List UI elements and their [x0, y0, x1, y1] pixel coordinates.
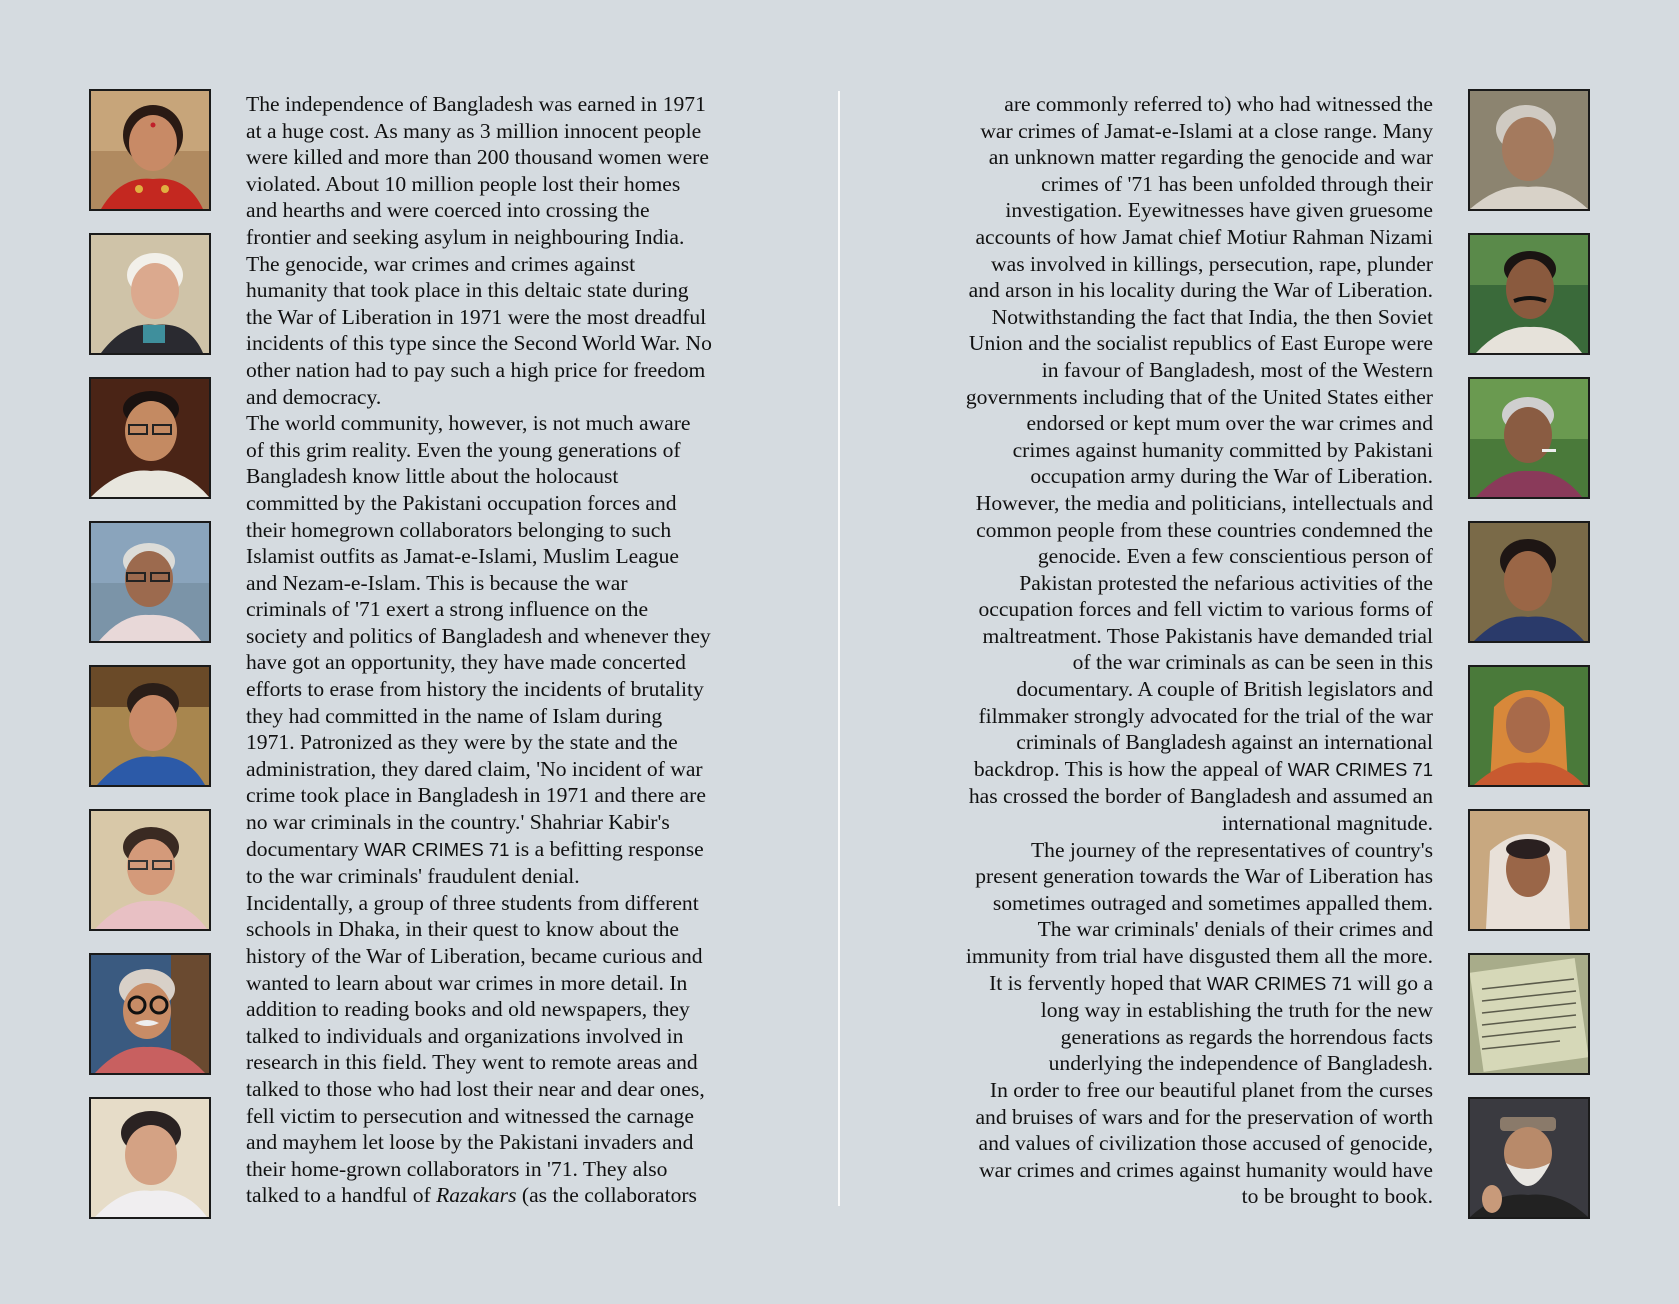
text-line: occupation army during the War of Liberation.: [1030, 464, 1433, 489]
text-line: wanted to learn about war crimes in more detail. In: [246, 970, 688, 995]
text-line: their home-grown collaborators in '71. They also: [246, 1156, 668, 1181]
text-line: incidents of this type since the Second World War. No: [246, 331, 712, 356]
text-line: have got an opportunity, they have made concerted: [246, 650, 686, 675]
film-title: WAR CRIMES 71: [1206, 972, 1353, 994]
text-line: governments including that of the United States either: [965, 384, 1433, 409]
text-line: fell victim to persecution and witnessed the carnage: [246, 1103, 694, 1128]
text-line: committed by the Pakistani occupation forces and: [246, 490, 677, 515]
text-line: criminals of Bangladesh against an international: [1016, 730, 1433, 755]
portrait-woman-speaking: [1468, 521, 1590, 643]
text-line: talked to individuals and organizations involved in: [246, 1023, 684, 1048]
portrait-man-cap-white-beard: [1468, 1097, 1590, 1219]
text-line: and arson in his locality during the War of Liberation.: [968, 278, 1433, 303]
text-line: society and politics of Bangladesh and whenever they: [246, 623, 711, 648]
text-line: and mayhem let loose by the Pakistani invaders and: [246, 1130, 694, 1155]
text-line: of the war criminals as can be seen in this: [1072, 650, 1433, 675]
text-line: investigation. Eyewitnesses have given gruesome: [1005, 198, 1433, 223]
text-line: war crimes of Jamat-e-Islami at a close range. Many: [980, 118, 1433, 143]
text-line: The genocide, war crimes and crimes against: [246, 251, 636, 276]
text-line: research in this field. They went to remote areas and: [246, 1050, 698, 1075]
text-line: accounts of how Jamat chief Motiur Rahman Nizami: [975, 224, 1433, 249]
column-divider: [838, 91, 840, 1206]
text-line: However, the media and politicians, intellectuals and: [975, 490, 1433, 515]
text-line: The journey of the representatives of country's: [1030, 837, 1433, 862]
text-line: their homegrown collaborators belonging to such: [246, 517, 672, 542]
italic-term: Razakars: [436, 1183, 517, 1208]
text-line: administration, they dared claim, 'No incident of war: [246, 756, 703, 781]
text-line: immunity from trial have disgusted them all the more.: [965, 944, 1433, 968]
text-segment: documentary: [246, 836, 365, 861]
text-line: no war criminals in the country.' Shahriar Kabir's: [246, 810, 670, 835]
text-line: efforts to erase from history the incidents of brutality: [246, 677, 704, 702]
text-line: sometimes outraged and sometimes appalled them.: [992, 890, 1433, 915]
text-line: war crimes and crimes against humanity would have: [979, 1157, 1433, 1182]
text-line: an unknown matter regarding the genocide and war: [988, 145, 1433, 170]
text-line: In order to free our beautiful planet from the curses: [989, 1077, 1433, 1102]
text-line: the War of Liberation in 1971 were the most dreadful: [246, 304, 707, 329]
text-line: Union and the socialist republics of East Europe were: [968, 331, 1433, 356]
portrait-elderly-woman-grey-hair: [1468, 89, 1590, 211]
text-line: present generation towards the War of Liberation has: [975, 864, 1433, 889]
text-line: Islamist outfits as Jamat-e-Islami, Muslim League: [246, 544, 679, 569]
text-line: Bangladesh know little about the holocaust: [246, 464, 619, 489]
portrait-man-blue-background: [89, 521, 211, 643]
text-line: 1971. Patronized as they were by the state and the: [246, 730, 678, 755]
portrait-woman-red-sari: [89, 89, 211, 211]
text-line: maltreatment. Those Pakistanis have demanded trial: [982, 623, 1433, 648]
text-line: was involved in killings, persecution, rape, plunder: [991, 251, 1433, 276]
portrait-elderly-man-white-hair: [89, 233, 211, 355]
text-line: crimes of '71 has been unfolded through their: [1041, 171, 1433, 196]
text-line: underlying the independence of Bangladesh.: [1048, 1051, 1433, 1076]
text-segment: It is fervently hoped that: [989, 970, 1207, 995]
text-line: Notwithstanding the fact that India, the then Soviet: [991, 304, 1433, 329]
text-line: talked to those who had lost their near and dear ones,: [246, 1076, 705, 1101]
text-line: they had committed in the name of Islam during: [246, 703, 663, 728]
portrait-woman-orange-scarf: [1468, 665, 1590, 787]
text-line: [246, 836, 776, 864]
text-line: are commonly referred to) who had witnessed the: [1004, 92, 1433, 116]
portrait-elderly-woman: [89, 1097, 211, 1219]
text-line: documentary. A couple of British legislators and: [1016, 677, 1433, 702]
text-segment: will go a: [1352, 970, 1433, 995]
text-line: history of the War of Liberation, became curious and: [246, 944, 703, 968]
text-line: endorsed or kept mum over the war crimes and: [1026, 411, 1433, 436]
text-line: The independence of Bangladesh was earned in 1971: [246, 92, 706, 116]
text-line: humanity that took place in this deltaic state during: [246, 278, 689, 303]
text-line: and hearths and were coerced into crossing the: [246, 198, 650, 223]
film-title: WAR CRIMES 71: [364, 838, 510, 860]
text-line: violated. About 10 million people lost their homes: [246, 171, 681, 196]
handwritten-document-image: [1468, 953, 1590, 1075]
text-line: [246, 1182, 776, 1209]
text-line: generations as regards the horrendous facts: [1060, 1024, 1433, 1049]
text-segment: backdrop. This is how the appeal of: [973, 756, 1288, 781]
portrait-man-glasses: [89, 377, 211, 499]
text-line: [900, 970, 1433, 998]
text-line: addition to reading books and old newspapers, they: [246, 997, 690, 1022]
text-line: at a huge cost. As many as 3 million innocent people: [246, 118, 702, 143]
text-line: genocide. Even a few conscientious person of: [1037, 544, 1433, 569]
text-line: were killed and more than 200 thousand women were: [246, 145, 709, 170]
text-line: in favour of Bangladesh, most of the Western: [1041, 357, 1433, 382]
text-line: has crossed the border of Bangladesh and assumed an: [968, 784, 1433, 809]
text-line: crimes against humanity committed by Pakistani: [1012, 437, 1433, 462]
portrait-woman-glasses: [89, 809, 211, 931]
left-text-column: [246, 91, 776, 1209]
text-segment: (as the collaborators: [516, 1183, 697, 1208]
text-line: to the war criminals' fraudulent denial.: [246, 864, 580, 889]
text-line: The war criminals' denials of their crimes and: [1037, 917, 1433, 942]
right-text-column: [900, 91, 1433, 1210]
text-line: and bruises of wars and for the preservation of worth: [975, 1104, 1433, 1129]
text-line: frontier and seeking asylum in neighbouring India.: [246, 224, 685, 249]
text-line: Pakistan protested the nefarious activities of the: [1019, 570, 1433, 595]
text-line: schools in Dhaka, in their quest to know about the: [246, 917, 680, 942]
text-line: common people from these countries condemned the: [976, 517, 1433, 542]
text-line: criminals of '71 exert a strong influence on the: [246, 597, 649, 622]
portrait-man-blue-shirt: [89, 665, 211, 787]
portrait-man-mustache-glasses: [89, 953, 211, 1075]
text-line: international magnitude.: [1221, 811, 1433, 836]
right-photo-strip: [1468, 89, 1590, 1241]
portrait-man-grey-hair-smoking: [1468, 377, 1590, 499]
film-title: WAR CRIMES 71: [1287, 758, 1433, 780]
text-line: and values of civilization those accused of genocide,: [978, 1131, 1433, 1156]
portrait-man-green-background: [1468, 233, 1590, 355]
text-line: long way in establishing the truth for the new: [1040, 998, 1433, 1023]
text-line: of this grim reality. Even the young generations of: [246, 437, 681, 462]
text-line: occupation forces and fell victim to various forms of: [978, 597, 1433, 622]
left-photo-strip: [89, 89, 211, 1241]
text-line: and Nezam-e-Islam. This is because the war: [246, 570, 628, 595]
text-line: filmmaker strongly advocated for the trial of the war: [978, 703, 1433, 728]
text-line: Incidentally, a group of three students from different: [246, 890, 699, 915]
text-line: The world community, however, is not much aware: [246, 411, 691, 436]
text-line: crime took place in Bangladesh in 1971 and there are: [246, 783, 706, 808]
portrait-woman-white-scarf: [1468, 809, 1590, 931]
text-line: and democracy.: [246, 384, 382, 409]
text-line: to be brought to book.: [1241, 1184, 1433, 1209]
text-line: [900, 756, 1433, 784]
text-segment: is a befitting response: [509, 836, 704, 861]
text-line: other nation had to pay such a high price for freedom: [246, 357, 706, 382]
text-segment: talked to a handful of: [246, 1183, 437, 1208]
